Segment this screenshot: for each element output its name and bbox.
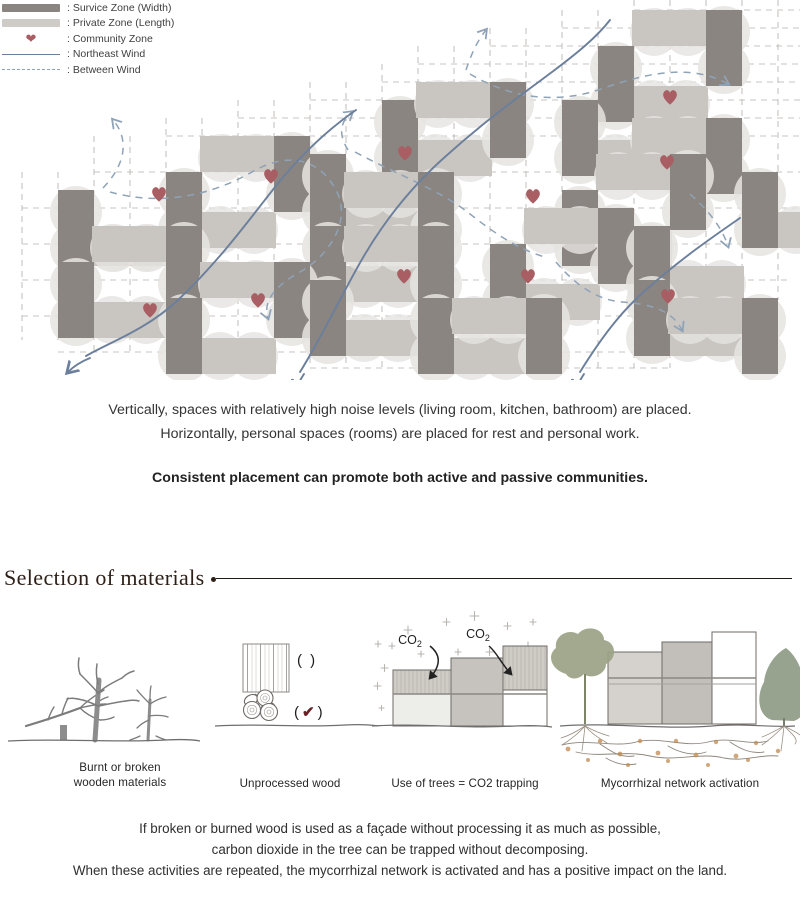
panel-mycorrhizal-illustration xyxy=(551,628,800,767)
caption-unprocessed-wood xyxy=(205,776,375,791)
legend-label: : Between Wind xyxy=(67,63,141,76)
legend-item-between-wind xyxy=(0,62,260,78)
caption-line: wooden materials xyxy=(73,776,167,789)
paren-close: ) xyxy=(317,704,323,721)
svg-text:CO2: $CO_2$ xyxy=(466,627,490,643)
caption-co2-trapping xyxy=(375,776,555,791)
caption-line-2: carbon dioxide in the tree can be trapped without decomposing. xyxy=(211,842,589,857)
materials-caption xyxy=(0,818,800,881)
service-zone-swatch xyxy=(0,4,62,12)
legend-item-private-zone xyxy=(0,16,260,32)
tree-right xyxy=(759,648,800,726)
caption-line: Burnt or broken xyxy=(79,761,161,774)
site-plan-caption xyxy=(0,398,800,486)
dashed-line-icon xyxy=(0,69,62,70)
caption-line-3: When these activities are repeated, the mycorrhizal network is activated and has a positive impact on the land. xyxy=(72,863,728,878)
paren-open: ( xyxy=(294,704,299,721)
legend xyxy=(0,0,260,78)
legend-item-community-zone xyxy=(0,31,260,47)
caption-line-2: Horizontally, personal spaces (rooms) are placed for rest and personal work. xyxy=(160,426,640,442)
caption-line-1: Vertically, spaces with relatively high noise levels (living room, kitchen, bathroom) are placed. xyxy=(108,402,692,418)
heart-icon: ❤ xyxy=(25,31,37,47)
section-header-selection-of-materials xyxy=(0,560,800,596)
legend-item-northeast-wind xyxy=(0,47,260,63)
legend-item-service-zone xyxy=(0,0,260,16)
caption-line: Use of trees = CO2 trapping xyxy=(391,777,539,790)
caption-line-1: If broken or burned wood is used as a façade without processing it as much as possible, xyxy=(139,821,661,836)
caption-line: Unprocessed wood xyxy=(239,777,341,790)
section-title: Selection of materials xyxy=(4,565,205,590)
choice-unprocessed-plank: ( ) xyxy=(297,652,318,669)
caption-emphasis: Consistent placement can promote both active and passive communities. xyxy=(152,470,648,486)
svg-text:CO2: $CO_2$ xyxy=(398,633,422,649)
legend-label: : Northeast Wind xyxy=(67,48,146,61)
panel-co2-trapping-illustration xyxy=(372,612,552,728)
choice-unprocessed-log xyxy=(294,703,323,721)
legend-label: : Survice Zone (Width) xyxy=(67,1,172,14)
panel-burnt-wood-illustration xyxy=(8,658,200,741)
caption-burnt-wood xyxy=(30,760,210,790)
legend-label: : Private Zone (Length) xyxy=(67,17,175,30)
caption-line: Mycorrhizal network activation xyxy=(600,777,760,790)
section-divider-rule xyxy=(216,578,792,579)
solid-line-icon xyxy=(0,54,62,55)
caption-mycorrhizal xyxy=(570,776,790,791)
section-bullet-dot xyxy=(211,577,216,582)
private-zone-swatch xyxy=(0,19,62,27)
check-icon: ✔ xyxy=(302,704,315,721)
tree-left xyxy=(551,628,614,724)
legend-label: : Community Zone xyxy=(67,32,153,45)
